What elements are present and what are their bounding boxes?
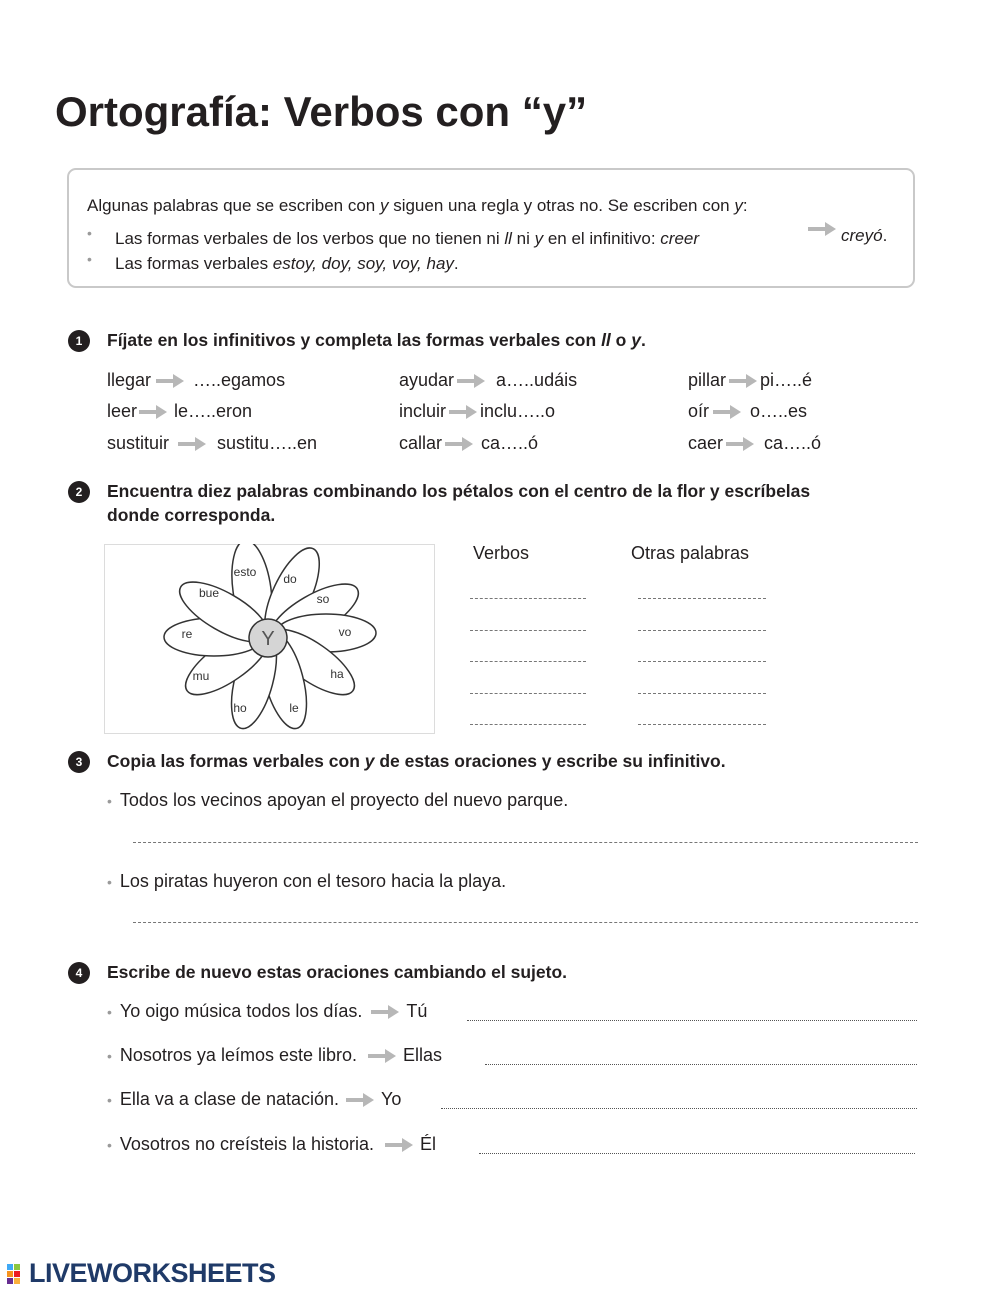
liveworksheets-logo-text: LIVEWORKSHEETS bbox=[29, 1258, 276, 1288]
otras-answer-line[interactable] bbox=[638, 693, 766, 694]
ex3-instr-text: Copia las formas verbales con bbox=[107, 751, 365, 771]
ex1-form-blank[interactable]: inclu…..o bbox=[480, 401, 556, 421]
ex1-item bbox=[399, 370, 577, 391]
ex3-answer-line[interactable] bbox=[133, 922, 918, 923]
ex3-instr-text2: de estas oraciones y escribe su infinitivo. bbox=[374, 751, 726, 771]
ex1-infinitive: sustituir bbox=[107, 433, 170, 453]
ex4-answer-line[interactable] bbox=[467, 1020, 917, 1021]
verbos-answer-line[interactable] bbox=[470, 724, 586, 725]
ex4-new-subject: Tú bbox=[406, 1001, 428, 1021]
exercise-1-instruction bbox=[107, 328, 646, 352]
ex4-sentence: Vosotros no creísteis la historia. bbox=[119, 1134, 375, 1154]
column-verbos: Verbos bbox=[473, 543, 530, 563]
ex1-form-blank[interactable]: le…..eron bbox=[174, 401, 253, 421]
ex1-item bbox=[688, 370, 812, 391]
bullet-dot: • bbox=[107, 873, 112, 890]
ex4-answer-line[interactable] bbox=[485, 1064, 917, 1065]
ex1-item bbox=[107, 401, 252, 422]
ex4-new-subject: Ellas bbox=[403, 1045, 443, 1065]
ex1-infinitive: caer bbox=[688, 433, 724, 453]
ex4-item bbox=[107, 1134, 436, 1155]
bullet-dot: • bbox=[107, 1047, 112, 1064]
rule-intro-text: Algunas palabras que se escriben con bbox=[87, 196, 380, 215]
arrow-right-icon bbox=[367, 1047, 397, 1065]
bullet-dot: • bbox=[87, 251, 92, 267]
rule-bullet-2 bbox=[115, 254, 459, 274]
rule-intro-y: y bbox=[379, 196, 389, 215]
bullet-dot: • bbox=[107, 1003, 112, 1020]
petal-label: do bbox=[283, 572, 297, 586]
petal-label: so bbox=[316, 592, 330, 606]
ex4-answer-line[interactable] bbox=[479, 1153, 915, 1154]
ex1-infinitive: llegar bbox=[107, 370, 152, 390]
exercise-2-instruction-line2: donde corresponda. bbox=[107, 505, 276, 525]
rule-bullet-1-example: creer bbox=[660, 229, 700, 248]
rule-bullet-1-text: Las formas verbales de los verbos que no tienen ni bbox=[115, 229, 505, 248]
verbos-answer-line[interactable] bbox=[470, 630, 586, 631]
rule-bullet-1-ll: ll bbox=[504, 229, 512, 248]
rule-result-period: . bbox=[882, 226, 888, 245]
ex1-instr-y: y bbox=[631, 330, 641, 350]
bullet-dot: • bbox=[107, 792, 112, 809]
rule-intro-text2: siguen una regla y otras no. Se escriben con bbox=[388, 196, 735, 215]
exercise-4-instruction: Escribe de nuevo estas oraciones cambiando el sujeto. bbox=[107, 962, 568, 982]
rule-intro bbox=[87, 196, 748, 216]
petal-label: vo bbox=[338, 625, 352, 639]
ex3-instr-y: y bbox=[364, 751, 375, 771]
rule-bullet-1-result bbox=[841, 226, 887, 246]
verbos-answer-line[interactable] bbox=[470, 598, 586, 599]
ex3-sentence-text: Los piratas huyeron con el tesoro hacia la playa. bbox=[119, 871, 507, 891]
arrow-right-icon bbox=[444, 435, 474, 453]
otras-answer-line[interactable] bbox=[638, 724, 766, 725]
petal-label: ha bbox=[330, 667, 344, 681]
otras-answer-line[interactable] bbox=[638, 630, 766, 631]
rule-bullet-2-words: estoy, doy, soy, voy, hay bbox=[272, 254, 454, 273]
ex4-item bbox=[107, 1045, 442, 1066]
bullet-dot: • bbox=[87, 225, 92, 241]
ex4-sentence: Ella va a clase de natación. bbox=[119, 1089, 340, 1109]
ex4-new-subject: Yo bbox=[381, 1089, 402, 1109]
rule-intro-y2: y bbox=[734, 196, 743, 215]
liveworksheets-logo bbox=[7, 1258, 276, 1289]
arrow-right-icon bbox=[177, 435, 207, 453]
arrow-right-icon bbox=[725, 435, 755, 453]
petal-label: ho bbox=[233, 701, 247, 715]
ex4-answer-line[interactable] bbox=[441, 1108, 917, 1109]
exercise-4-number: 4 bbox=[68, 962, 90, 984]
exercise-3-instruction bbox=[107, 749, 726, 773]
page-title: Ortografía: Verbos con “y” bbox=[55, 88, 588, 135]
ex1-item bbox=[688, 433, 821, 454]
liveworksheets-logo-icon bbox=[7, 1262, 29, 1286]
ex4-item bbox=[107, 1001, 427, 1022]
ex1-form-blank[interactable]: sustitu…..en bbox=[217, 433, 318, 453]
ex1-form-blank[interactable]: ca…..ó bbox=[481, 433, 539, 453]
ex1-form-blank[interactable]: …..egamos bbox=[193, 370, 286, 390]
ex1-item bbox=[399, 433, 538, 454]
ex3-sentence bbox=[107, 790, 568, 811]
arrow-right-icon bbox=[384, 1136, 414, 1154]
ex1-infinitive: leer bbox=[107, 401, 138, 421]
arrow-right-icon bbox=[345, 1091, 375, 1109]
ex4-item bbox=[107, 1089, 401, 1110]
rule-bullet-2-text: Las formas verbales bbox=[115, 254, 273, 273]
ex1-infinitive: incluir bbox=[399, 401, 447, 421]
arrow-right-icon bbox=[155, 372, 185, 390]
arrow-right-icon bbox=[448, 403, 478, 421]
ex1-item bbox=[688, 401, 807, 422]
rule-bullet-1-y: y bbox=[534, 229, 544, 248]
arrow-right-icon bbox=[370, 1003, 400, 1021]
ex1-instr-text: Fíjate en los infinitivos y completa las formas verbales con bbox=[107, 330, 602, 350]
rule-result-word: creyó bbox=[841, 226, 883, 245]
rule-bullet-1-ni: ni bbox=[511, 229, 535, 248]
ex1-infinitive: callar bbox=[399, 433, 443, 453]
ex1-infinitive: ayudar bbox=[399, 370, 455, 390]
column-otras-palabras: Otras palabras bbox=[631, 543, 750, 563]
ex1-item bbox=[107, 370, 285, 391]
exercise-3-number: 3 bbox=[68, 751, 90, 773]
ex1-form-blank[interactable]: ca…..ó bbox=[764, 433, 822, 453]
rule-intro-colon: : bbox=[742, 196, 748, 215]
exercise-1-number: 1 bbox=[68, 330, 90, 352]
petal-label: esto bbox=[233, 565, 257, 579]
ex1-instr-o: o bbox=[610, 330, 632, 350]
arrow-right-icon bbox=[712, 403, 742, 421]
bullet-dot: • bbox=[107, 1091, 112, 1108]
flower-diagram bbox=[104, 544, 435, 734]
ex3-answer-line[interactable] bbox=[133, 842, 918, 843]
exercise-2-instruction-line1: Encuentra diez palabras combinando los pétalos con el centro de la flor y escríbelas bbox=[107, 481, 811, 501]
otras-answer-line[interactable] bbox=[638, 598, 766, 599]
ex3-sentence bbox=[107, 871, 506, 892]
verbos-answer-line[interactable] bbox=[470, 661, 586, 662]
otras-answer-line[interactable] bbox=[638, 661, 766, 662]
ex1-item bbox=[107, 433, 317, 454]
ex3-sentence-text: Todos los vecinos apoyan el proyecto del nuevo parque. bbox=[119, 790, 569, 810]
ex1-form-blank[interactable]: o…..es bbox=[750, 401, 808, 421]
petal-label: bue bbox=[198, 586, 220, 600]
petal-label: le bbox=[289, 701, 299, 715]
rule-bullet-1 bbox=[115, 229, 699, 249]
ex1-item bbox=[399, 401, 555, 422]
ex4-sentence: Nosotros ya leímos este libro. bbox=[119, 1045, 357, 1065]
ex1-instr-ll: ll bbox=[601, 330, 611, 350]
verbos-answer-line[interactable] bbox=[470, 693, 586, 694]
ex1-instr-period: . bbox=[640, 330, 646, 350]
petal-label: re bbox=[181, 627, 193, 641]
bullet-dot: • bbox=[107, 1136, 112, 1153]
rule-bullet-1-text2: en el infinitivo: bbox=[543, 229, 661, 248]
ex1-infinitive: oír bbox=[688, 401, 710, 421]
ex1-form-blank[interactable]: a…..udáis bbox=[496, 370, 578, 390]
flower-center-letter: Y bbox=[261, 628, 275, 650]
ex4-sentence: Yo oigo música todos los días. bbox=[119, 1001, 363, 1021]
ex1-infinitive: pillar bbox=[688, 370, 727, 390]
arrow-right-icon bbox=[728, 372, 758, 390]
arrow-right-icon bbox=[807, 220, 837, 238]
exercise-2-number: 2 bbox=[68, 481, 90, 503]
ex1-form-blank[interactable]: pi…..é bbox=[760, 370, 813, 390]
rule-bullet-2-period: . bbox=[453, 254, 459, 273]
arrow-right-icon bbox=[138, 403, 168, 421]
arrow-right-icon bbox=[456, 372, 486, 390]
petal-label: mu bbox=[192, 669, 210, 683]
ex4-new-subject: Él bbox=[420, 1134, 437, 1154]
